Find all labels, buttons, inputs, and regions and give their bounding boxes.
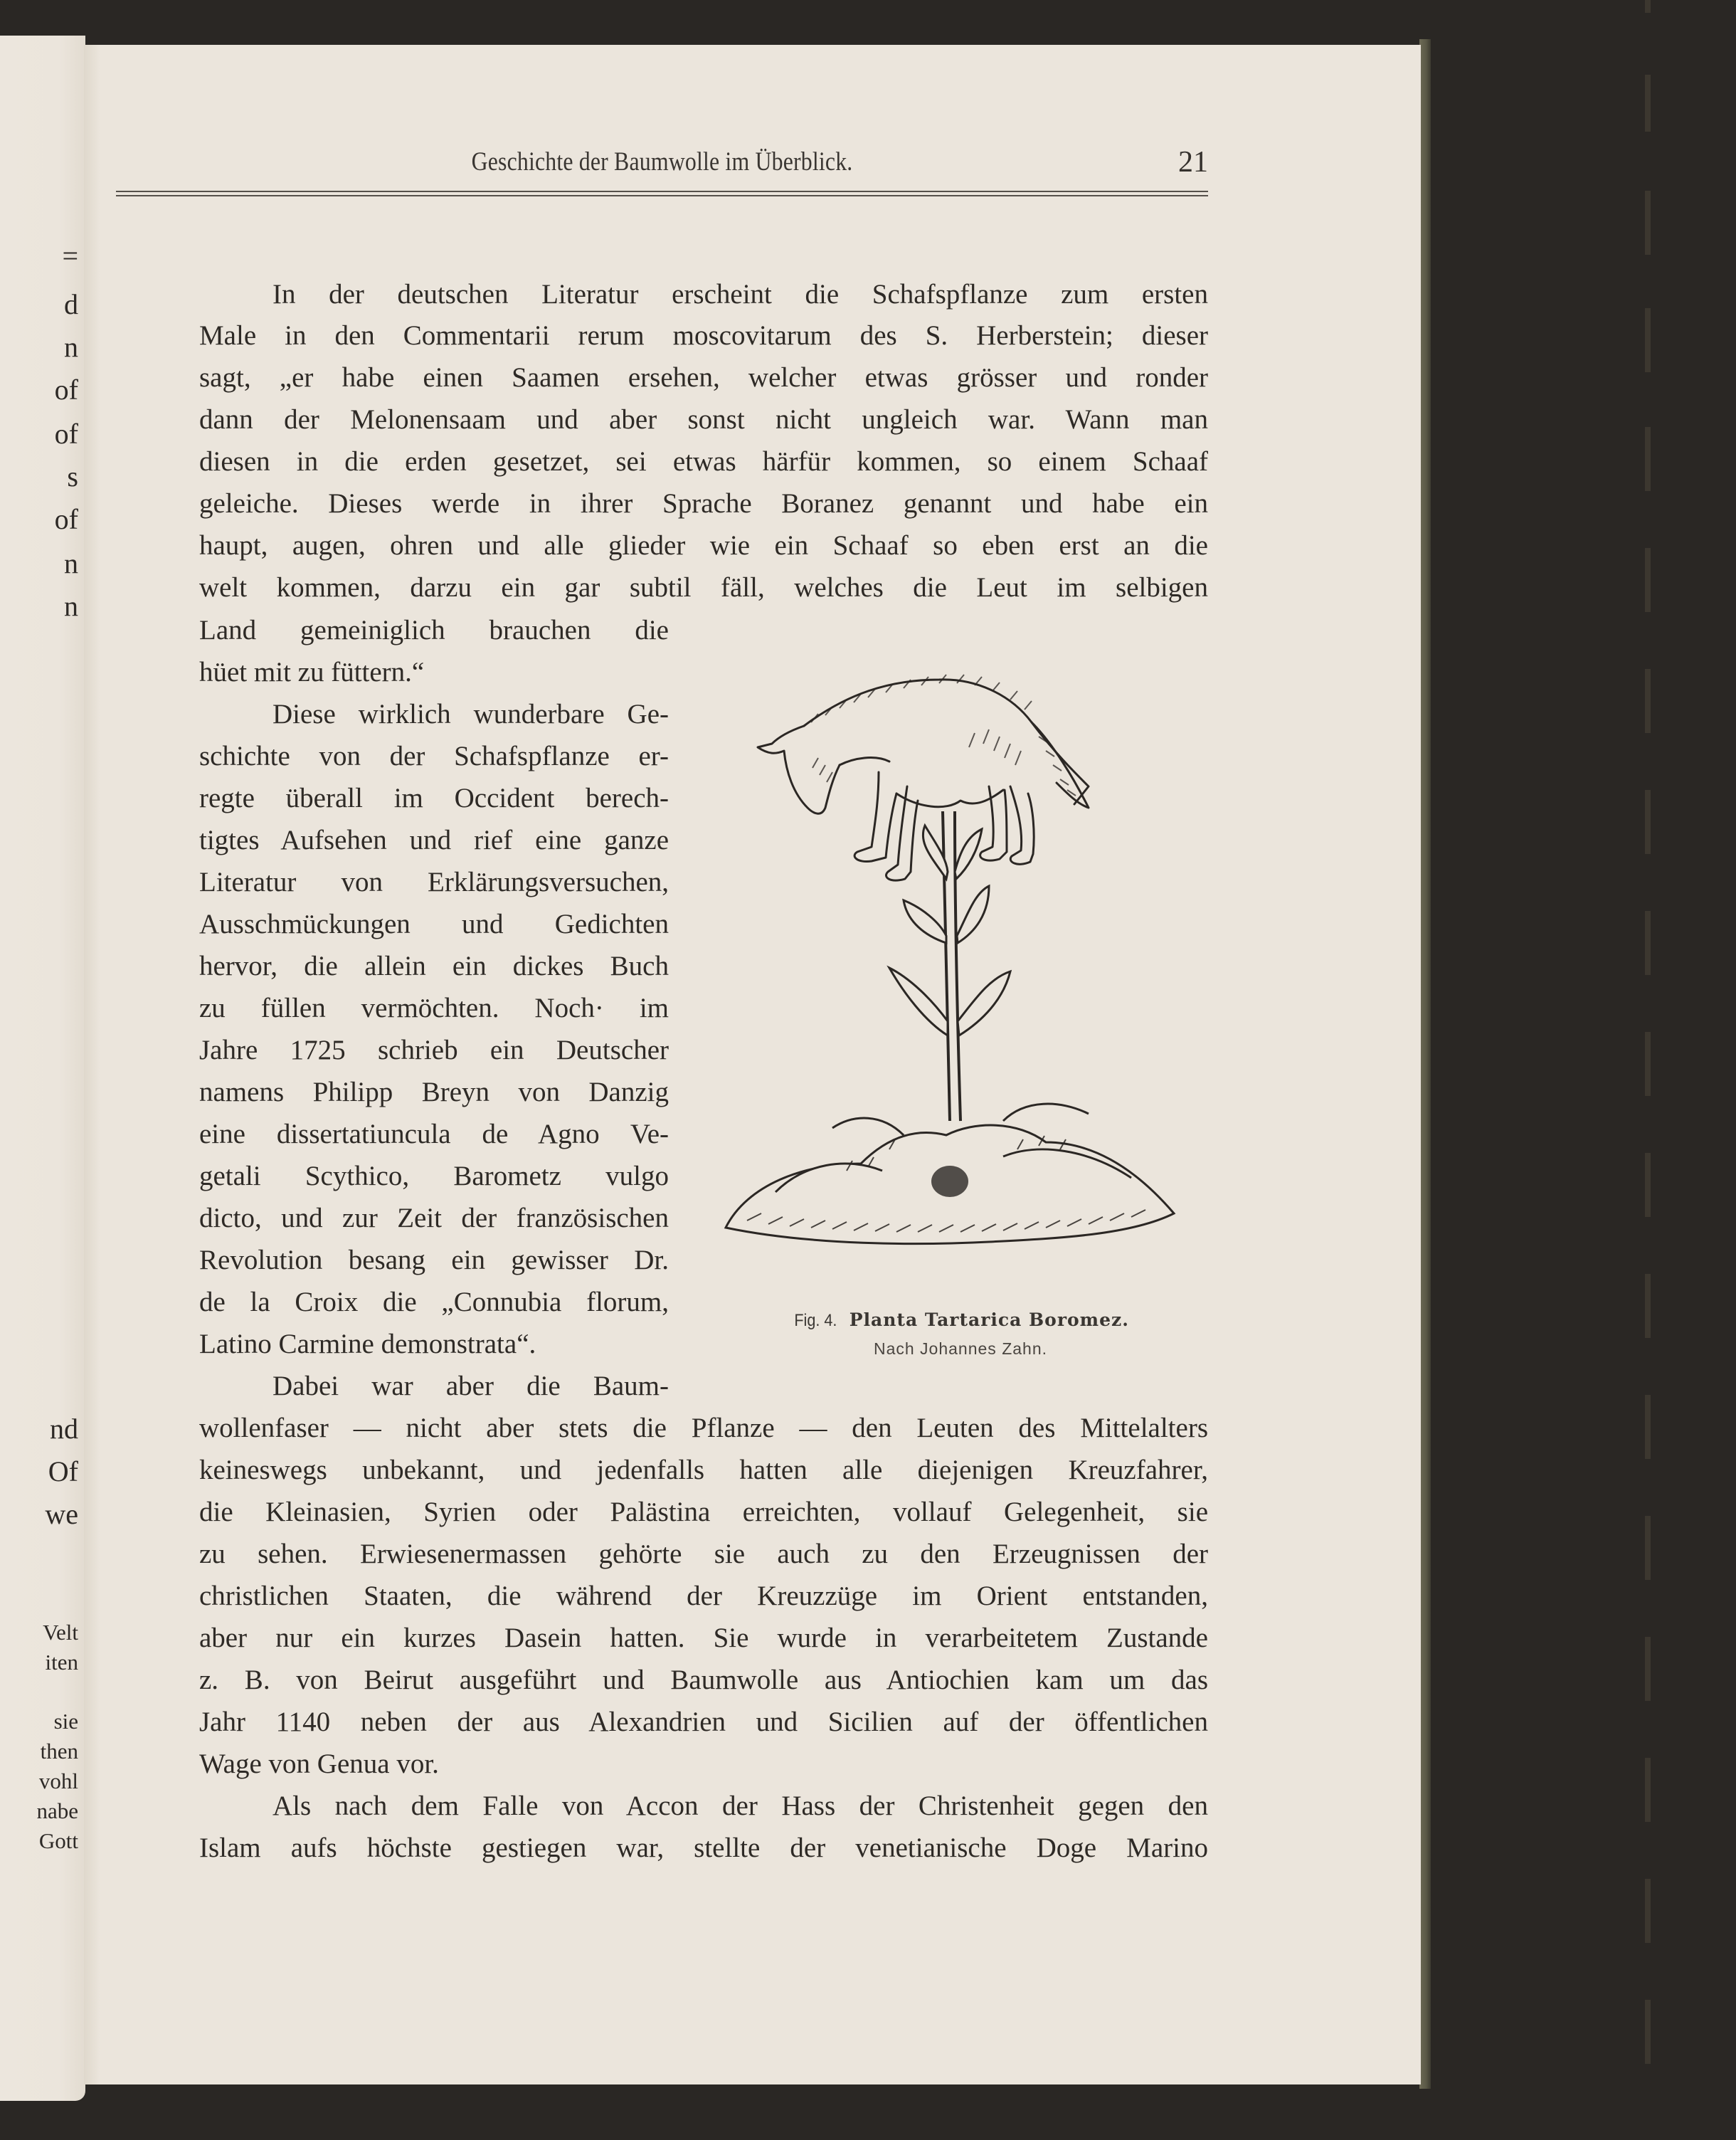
body-text-line: Jahr 1140 neben der aus Alexandrien und Sicilien auf der öffentlichen xyxy=(199,1707,1208,1737)
left-page-fragment: d xyxy=(64,288,78,320)
binding-tab xyxy=(1645,1395,1651,1459)
binding-tab xyxy=(1645,790,1651,854)
running-head-title: Geschichte der Baumwolle im Überblick. xyxy=(471,147,853,176)
body-text-line: Latino Carmine demonstrata“. xyxy=(199,1329,536,1359)
body-text-line: regte überall im Occident berech- xyxy=(199,783,669,813)
binding-tab xyxy=(1645,1879,1651,1943)
binding-tab xyxy=(1645,1516,1651,1580)
left-page-fragment: we xyxy=(45,1498,78,1530)
binding-tab xyxy=(1645,427,1651,491)
left-page-footnote-fragment: Gott xyxy=(38,1828,78,1853)
body-text-line: haupt, augen, ohren und alle glieder wie ein Schaaf so eben erst an die xyxy=(199,530,1208,561)
body-text-line: Wage von Genua vor. xyxy=(199,1749,439,1779)
body-text-line: wollenfaser — nicht aber stets die Pflanze — den Leuten des Mittelalters xyxy=(199,1413,1208,1443)
body-text-line: aber nur ein kurzes Dasein hatten. Sie wurde in verarbeitetem Zustande xyxy=(199,1623,1208,1653)
figure-label: Fig. 4. xyxy=(794,1311,837,1330)
running-head xyxy=(116,146,1208,179)
body-text-line: dann der Melonensaam und aber sonst nicht ungleich war. Wann man xyxy=(199,404,1208,435)
binding-tab xyxy=(1645,308,1651,372)
book-cover-edge xyxy=(1419,39,1431,2089)
gutter-shadow xyxy=(84,45,100,2084)
body-text-line: sagt, „er habe einen Saamen ersehen, welcher etwas grösser und ronder xyxy=(199,362,1208,393)
binding-tab xyxy=(1645,1758,1651,1822)
left-page-footnote-fragment: sie xyxy=(53,1709,78,1734)
binding-tab xyxy=(1645,669,1651,733)
binding-tab xyxy=(1645,75,1651,132)
left-page-fragment: of xyxy=(54,418,78,450)
body-text-line: Jahre 1725 schrieb ein Deutscher xyxy=(199,1035,669,1065)
body-text-line: zu füllen vermöchten. Noch· im xyxy=(199,993,669,1023)
body-text-line: In der deutschen Literatur erscheint die Schafspflanze zum ersten xyxy=(272,279,1208,310)
body-text-line: de la Croix die „Connubia florum, xyxy=(199,1287,669,1317)
body-text-line: Diese wirklich wunderbare Ge- xyxy=(272,699,669,729)
double-rule-divider xyxy=(116,191,1208,196)
left-page-fragment: n xyxy=(64,590,78,622)
left-page-footnote-fragment: then xyxy=(40,1739,78,1764)
body-text-line: keineswegs unbekannt, und jedenfalls hatten alle diejenigen Kreuzfahrer, xyxy=(199,1455,1208,1485)
binding-tab xyxy=(1645,1274,1651,1338)
body-text-line: hervor, die allein ein dickes Buch xyxy=(199,951,669,981)
body-text-line: Land gemeiniglich brauchen die xyxy=(199,615,669,645)
left-page-footnote-fragment: Velt xyxy=(43,1620,78,1645)
left-page-fragment: s xyxy=(67,460,78,492)
body-text-line: Revolution besang ein gewisser Dr. xyxy=(199,1245,669,1275)
binding-tab xyxy=(1645,548,1651,612)
body-text-line: tigtes Aufsehen und rief eine ganze xyxy=(199,825,669,855)
binding-tab xyxy=(1645,191,1651,255)
body-text-line: hüet mit zu füttern.“ xyxy=(199,657,425,687)
body-text-line: geleiche. Dieses werde in ihrer Sprache Boranez genannt und habe ein xyxy=(199,488,1208,519)
binding-tab xyxy=(1645,911,1651,975)
body-text-line: zu sehen. Erwiesenermassen gehörte sie auch zu den Erzeugnissen der xyxy=(199,1539,1208,1569)
body-text-line: Als nach dem Falle von Accon der Hass der Christenheit gegen den xyxy=(272,1791,1208,1821)
binding-tab xyxy=(1645,1637,1651,1701)
body-text-line: die Kleinasien, Syrien oder Palästina erreichten, vollauf Gelegenheit, sie xyxy=(199,1497,1208,1527)
left-page-fragment: = xyxy=(62,240,78,272)
body-text-line: dicto, und zur Zeit der französischen xyxy=(199,1203,669,1233)
left-page-fragment: n xyxy=(64,547,78,579)
left-facing-page xyxy=(0,36,85,2101)
binding-tab xyxy=(1645,1153,1651,1217)
body-text-line: Male in den Commentarii rerum moscovitarum des S. Herberstein; dieser xyxy=(199,320,1208,351)
body-text-line: schichte von der Schafspflanze er- xyxy=(199,741,669,771)
binding-tab xyxy=(1645,2000,1651,2064)
body-text-line: Dabei war aber die Baum- xyxy=(272,1371,669,1401)
left-page-fragment: nd xyxy=(50,1413,78,1445)
left-page-fragment: n xyxy=(64,331,78,363)
body-text-line: getali Scythico, Barometz vulgo xyxy=(199,1161,669,1191)
left-page-footnote-fragment: nabe xyxy=(36,1798,78,1823)
body-text-line: christlichen Staaten, die während der Kreuzzüge im Orient entstanden, xyxy=(199,1581,1208,1611)
left-page-fragment: of xyxy=(54,503,78,535)
binding-tab xyxy=(1645,0,1651,13)
figure-credit: Nach Johannes Zahn. xyxy=(873,1339,1048,1358)
page-number: 21 xyxy=(1178,146,1208,179)
body-text-line: namens Philipp Breyn von Danzig xyxy=(199,1077,669,1107)
body-text-line: z. B. von Beirut ausgeführt und Baumwolle aus Antiochien kam um das xyxy=(199,1665,1208,1695)
left-page-fragment: of xyxy=(54,374,78,406)
left-page-footnote-fragment: vohl xyxy=(38,1769,78,1793)
vegetable-lamb-illustration xyxy=(704,665,1195,1277)
left-page-fragment: Of xyxy=(48,1455,78,1487)
figure-caption xyxy=(726,1309,1195,1331)
left-page-footnote-fragment: iten xyxy=(45,1650,78,1675)
body-text-line: diesen in die erden gesetzet, sei etwas härfür kommen, so einem Schaaf xyxy=(199,446,1208,477)
body-text-line: Ausschmückungen und Gedichten xyxy=(199,909,669,939)
body-text-line: Islam aufs höchste gestiegen war, stellte der venetianische Doge Marino xyxy=(199,1833,1208,1863)
figure-title: Planta Tartarica Boromez. xyxy=(849,1309,1129,1330)
body-text-line: Literatur von Erklärungsversuchen, xyxy=(199,867,669,897)
body-text-line: welt kommen, darzu ein gar subtil fäll, welches die Leut im selbigen xyxy=(199,572,1208,603)
body-text-line: eine dissertatiuncula de Agno Ve- xyxy=(199,1119,669,1149)
binding-tab xyxy=(1645,1032,1651,1096)
